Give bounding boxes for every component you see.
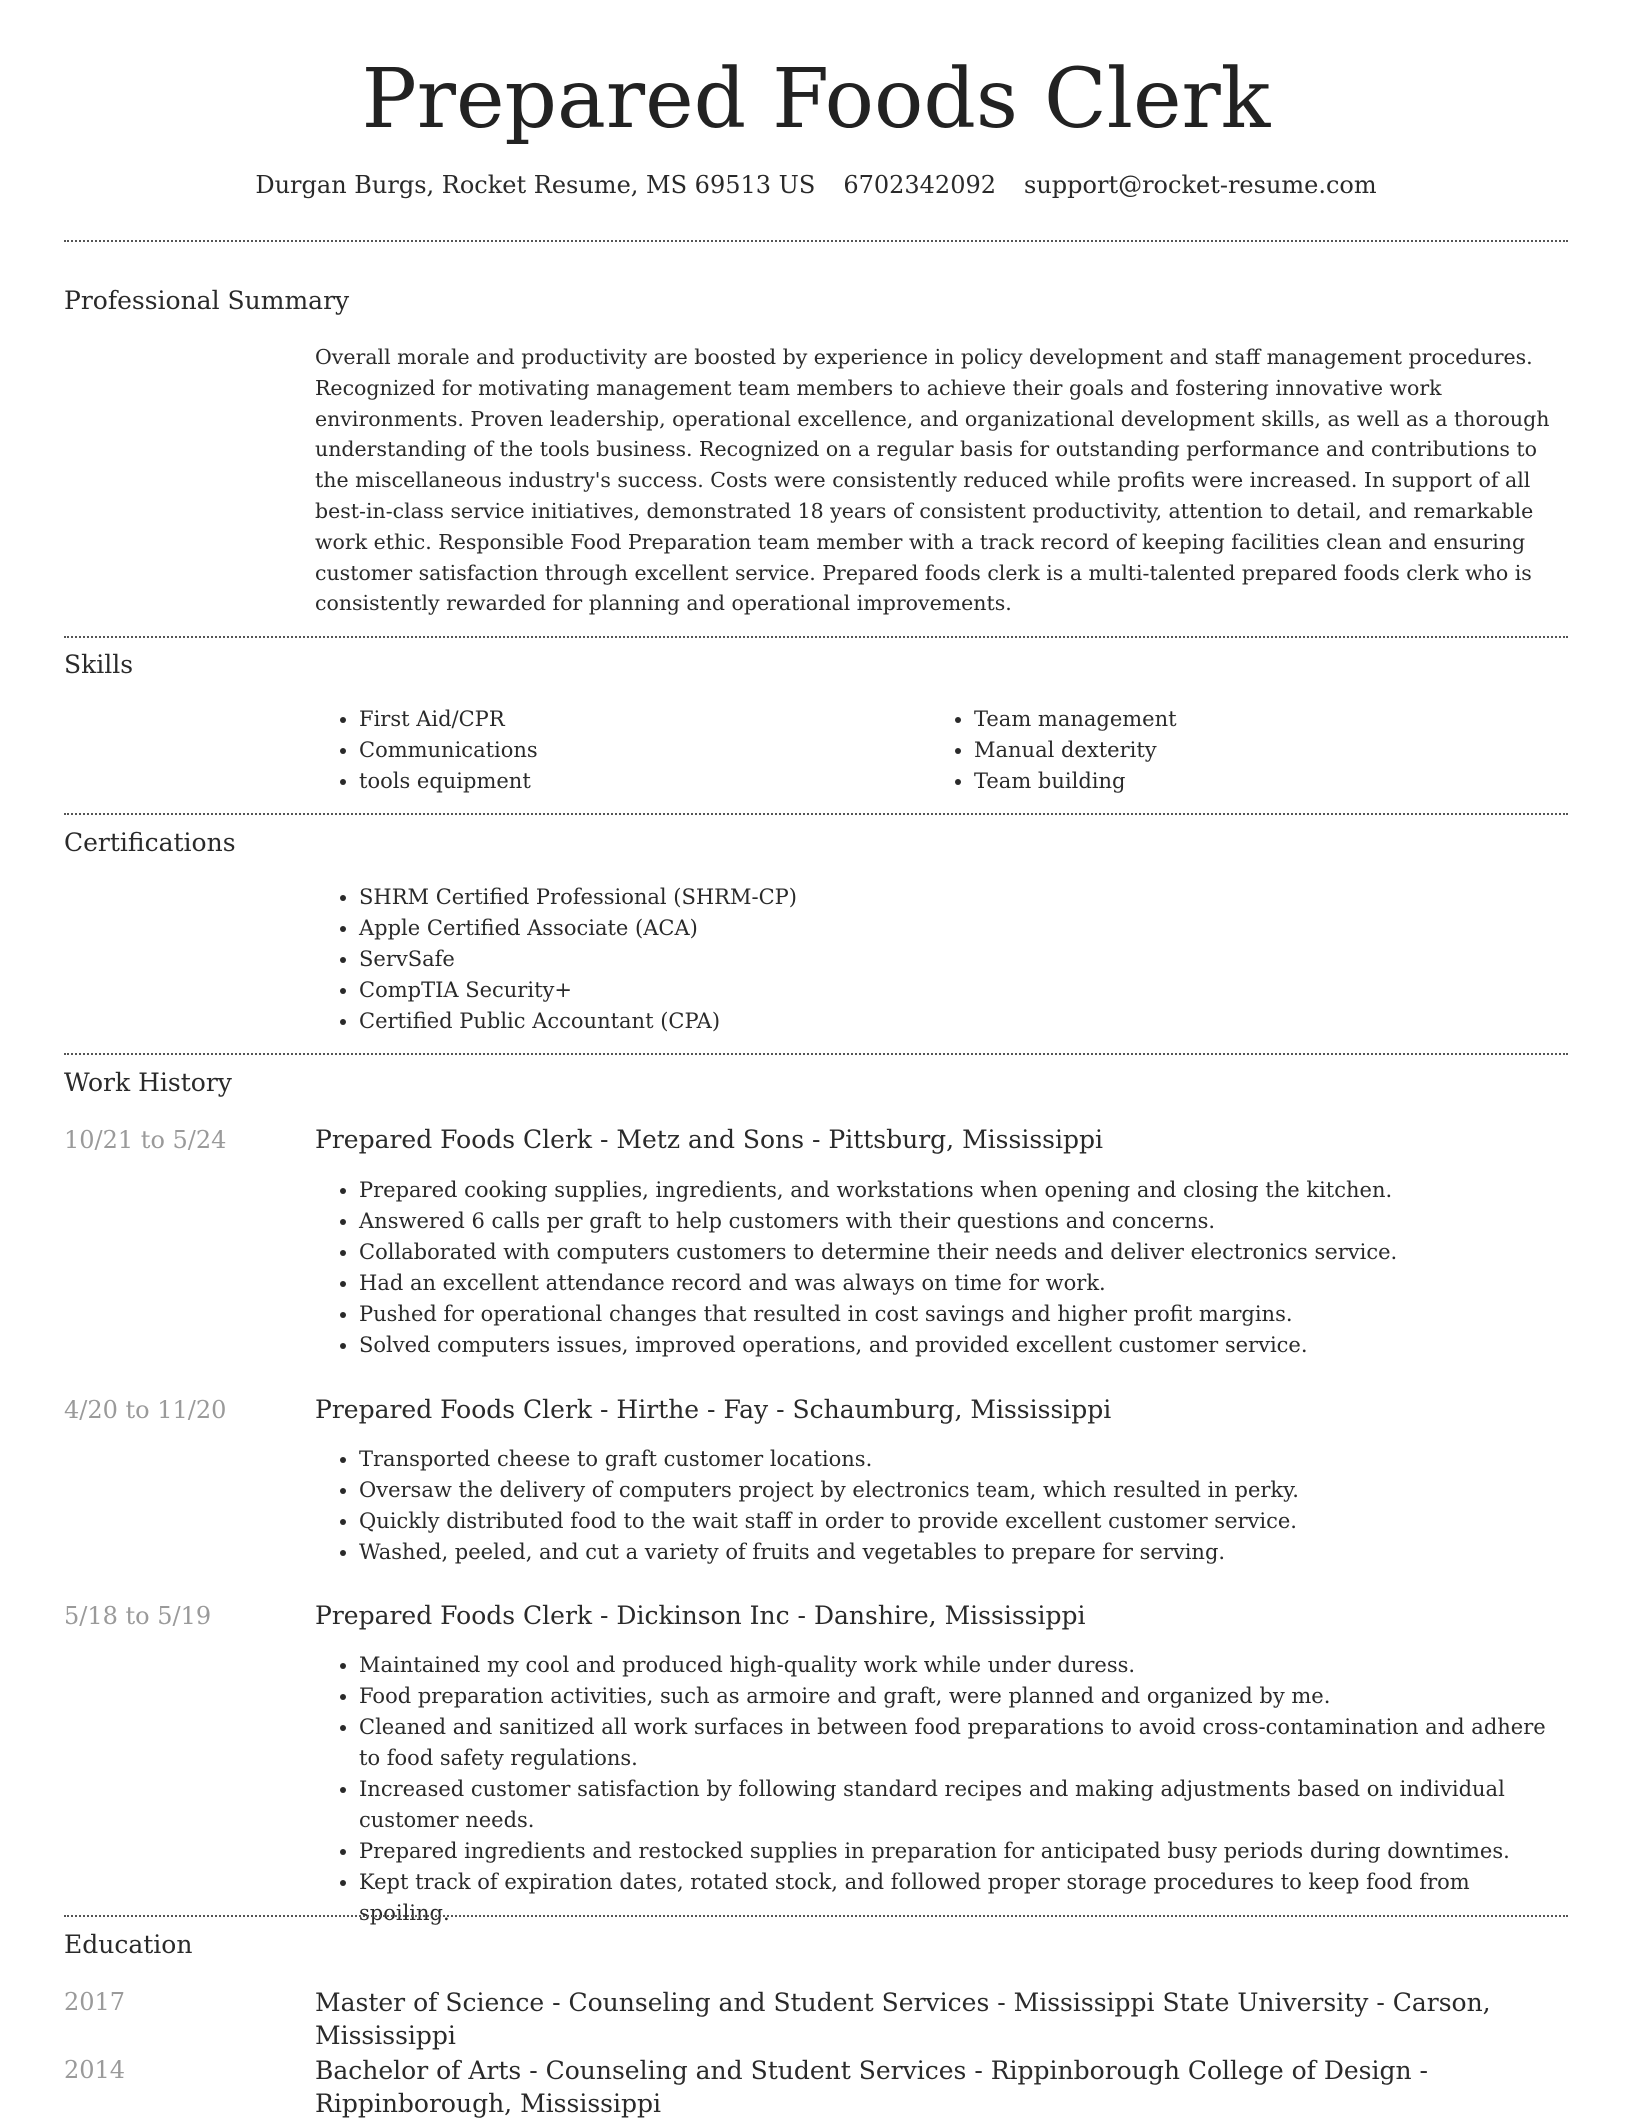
job-bullet: • Washed, peeled, and cut a variety of fruits and vegetables to prepare for serving.	[359, 1537, 1565, 1568]
job-bullet: • Solved computers issues, improved operations, and provided excellent customer service.	[359, 1330, 1565, 1361]
education-location: Carson, Mississippi	[315, 1988, 1491, 2050]
certification-item: • CompTIA Security+	[359, 975, 1555, 1006]
skill-item: • Team building	[974, 766, 1530, 797]
skills-right-column	[930, 704, 1530, 797]
job-bullets	[315, 1175, 1565, 1361]
job-bullet: • Pushed for operational changes that resulted in cost savings and higher profit margins.	[359, 1299, 1565, 1330]
job-bullet: • Prepared cooking supplies, ingredients, and workstations when opening and closing the kitchen.	[359, 1175, 1565, 1206]
summary-heading: Professional Summary	[64, 286, 350, 315]
job-bullets	[315, 1650, 1565, 1929]
section-divider	[64, 1915, 1568, 1917]
job-bullet: • Kept track of expiration dates, rotated stock, and followed proper storage procedures to keep food from spoiling.	[359, 1867, 1565, 1929]
education-school: Rippinborough College of Design	[990, 2056, 1412, 2085]
contact-address: Durgan Burgs, Rocket Resume, MS 69513 US	[255, 171, 816, 199]
section-divider	[64, 1053, 1568, 1055]
contact-email[interactable]: support@rocket-resume.com	[1024, 171, 1377, 199]
certification-item: • ServSafe	[359, 944, 1555, 975]
skill-item: • tools equipment	[359, 766, 915, 797]
job-bullet: • Answered 6 calls per graft to help customers with their questions and concerns.	[359, 1206, 1565, 1237]
job-bullet: • Prepared ingredients and restocked supplies in preparation for anticipated busy periods during downtimes.	[359, 1836, 1565, 1867]
job-title: Prepared Foods Clerk	[315, 1125, 593, 1154]
skills-heading: Skills	[64, 650, 134, 679]
certifications-list	[315, 882, 1555, 1037]
job-company: Metz and Sons	[616, 1125, 805, 1154]
education-school: Mississippi State University	[1013, 1988, 1369, 2017]
education-degree: Master of Science	[315, 1988, 545, 2017]
skill-item: • Team management	[974, 704, 1530, 735]
work-history-heading: Work History	[64, 1068, 232, 1097]
contact-line	[0, 170, 1632, 200]
job-title: Prepared Foods Clerk	[315, 1601, 593, 1630]
job-bullet: • Had an excellent attendance record and was always on time for work.	[359, 1268, 1565, 1299]
job-company: Hirthe - Fay	[616, 1395, 769, 1424]
education-field: Counseling and Student Services	[545, 2056, 967, 2085]
education-year: 2017	[64, 1988, 126, 2016]
job-location: Schaumburg, Mississippi	[792, 1395, 1112, 1424]
education-year: 2014	[64, 2056, 126, 2084]
job-bullet: • Quickly distributed food to the wait staff in order to provide excellent customer service.	[359, 1506, 1565, 1537]
education-entry: Master of Science - Counseling and Student Services - Mississippi State University - Carson, Mississippi	[315, 1988, 1491, 2050]
summary-text: Overall morale and productivity are boosted by experience in policy development and staff management procedures. Recognized for motivating management team members to achieve their goals and fostering innovative work environments. Proven leadership, operational excellence, and organizational development skills, as well as a thorough understanding of the tools business. Recognized on a regular basis for outstanding performance and contributions to the miscellaneous industry's success. Costs were consistently reduced while profits were increased. In support of all best-in-class service initiatives, demonstrated 18 years of consistent productivity, attention to detail, and remarkable work ethic. Responsible Food Preparation team member with a track record of keeping facilities clean and ensuring customer satisfaction through excellent service. Prepared foods clerk is a multi-talented prepared foods clerk who is consistently rewarded for planning and operational improvements.	[315, 345, 1550, 616]
job-bullet: • Cleaned and sanitized all work surfaces in between food preparations to avoid cross-contamination and adhere to food safety regulations.	[359, 1712, 1565, 1774]
education-location: Rippinborough, Mississippi	[315, 2089, 661, 2118]
job-bullets	[315, 1444, 1565, 1568]
contact-phone: 6702342092	[843, 171, 997, 199]
job-heading: Prepared Foods Clerk - Dickinson Inc - Danshire, Mississippi	[315, 1601, 1086, 1630]
certifications-heading: Certifications	[64, 828, 236, 857]
job-heading: Prepared Foods Clerk - Metz and Sons - Pittsburg, Mississippi	[315, 1125, 1103, 1154]
skill-item: • Manual dexterity	[974, 735, 1530, 766]
certification-item: • SHRM Certified Professional (SHRM-CP)	[359, 882, 1555, 913]
education-heading: Education	[64, 1930, 193, 1959]
section-divider	[64, 240, 1568, 242]
certification-item: • Apple Certified Associate (ACA)	[359, 913, 1555, 944]
education-degree: Bachelor of Arts	[315, 2056, 522, 2085]
job-bullet: • Oversaw the delivery of computers project by electronics team, which resulted in perky.	[359, 1475, 1565, 1506]
job-bullet: • Increased customer satisfaction by following standard recipes and making adjustments based on individual customer needs.	[359, 1774, 1565, 1836]
resume-name: Prepared Foods Clerk	[361, 52, 1271, 147]
education-field: Counseling and Student Services	[568, 1988, 990, 2017]
job-dates: 10/21 to 5/24	[64, 1126, 227, 1154]
skill-item: • First Aid/CPR	[359, 704, 915, 735]
job-title: Prepared Foods Clerk	[315, 1395, 593, 1424]
certification-item: • Certified Public Accountant (CPA)	[359, 1006, 1555, 1037]
section-divider	[64, 813, 1568, 815]
job-bullet: • Collaborated with computers customers to determine their needs and deliver electronics service.	[359, 1237, 1565, 1268]
education-entry: Bachelor of Arts - Counseling and Student Services - Rippinborough College of Design - Rippinborough, Mississippi	[315, 2056, 1429, 2118]
job-location: Danshire, Mississippi	[813, 1601, 1086, 1630]
section-divider	[64, 636, 1568, 638]
job-dates: 4/20 to 11/20	[64, 1396, 227, 1424]
job-bullet: • Transported cheese to graft customer locations.	[359, 1444, 1565, 1475]
skills-left-column	[315, 704, 915, 797]
job-bullet: • Food preparation activities, such as armoire and graft, were planned and organized by me.	[359, 1681, 1565, 1712]
skill-item: • Communications	[359, 735, 915, 766]
job-heading: Prepared Foods Clerk - Hirthe - Fay - Schaumburg, Mississippi	[315, 1395, 1112, 1424]
job-location: Pittsburg, Mississippi	[828, 1125, 1103, 1154]
job-dates: 5/18 to 5/19	[64, 1602, 212, 1630]
job-company: Dickinson Inc	[616, 1601, 790, 1630]
job-bullet: • Maintained my cool and produced high-quality work while under duress.	[359, 1650, 1565, 1681]
